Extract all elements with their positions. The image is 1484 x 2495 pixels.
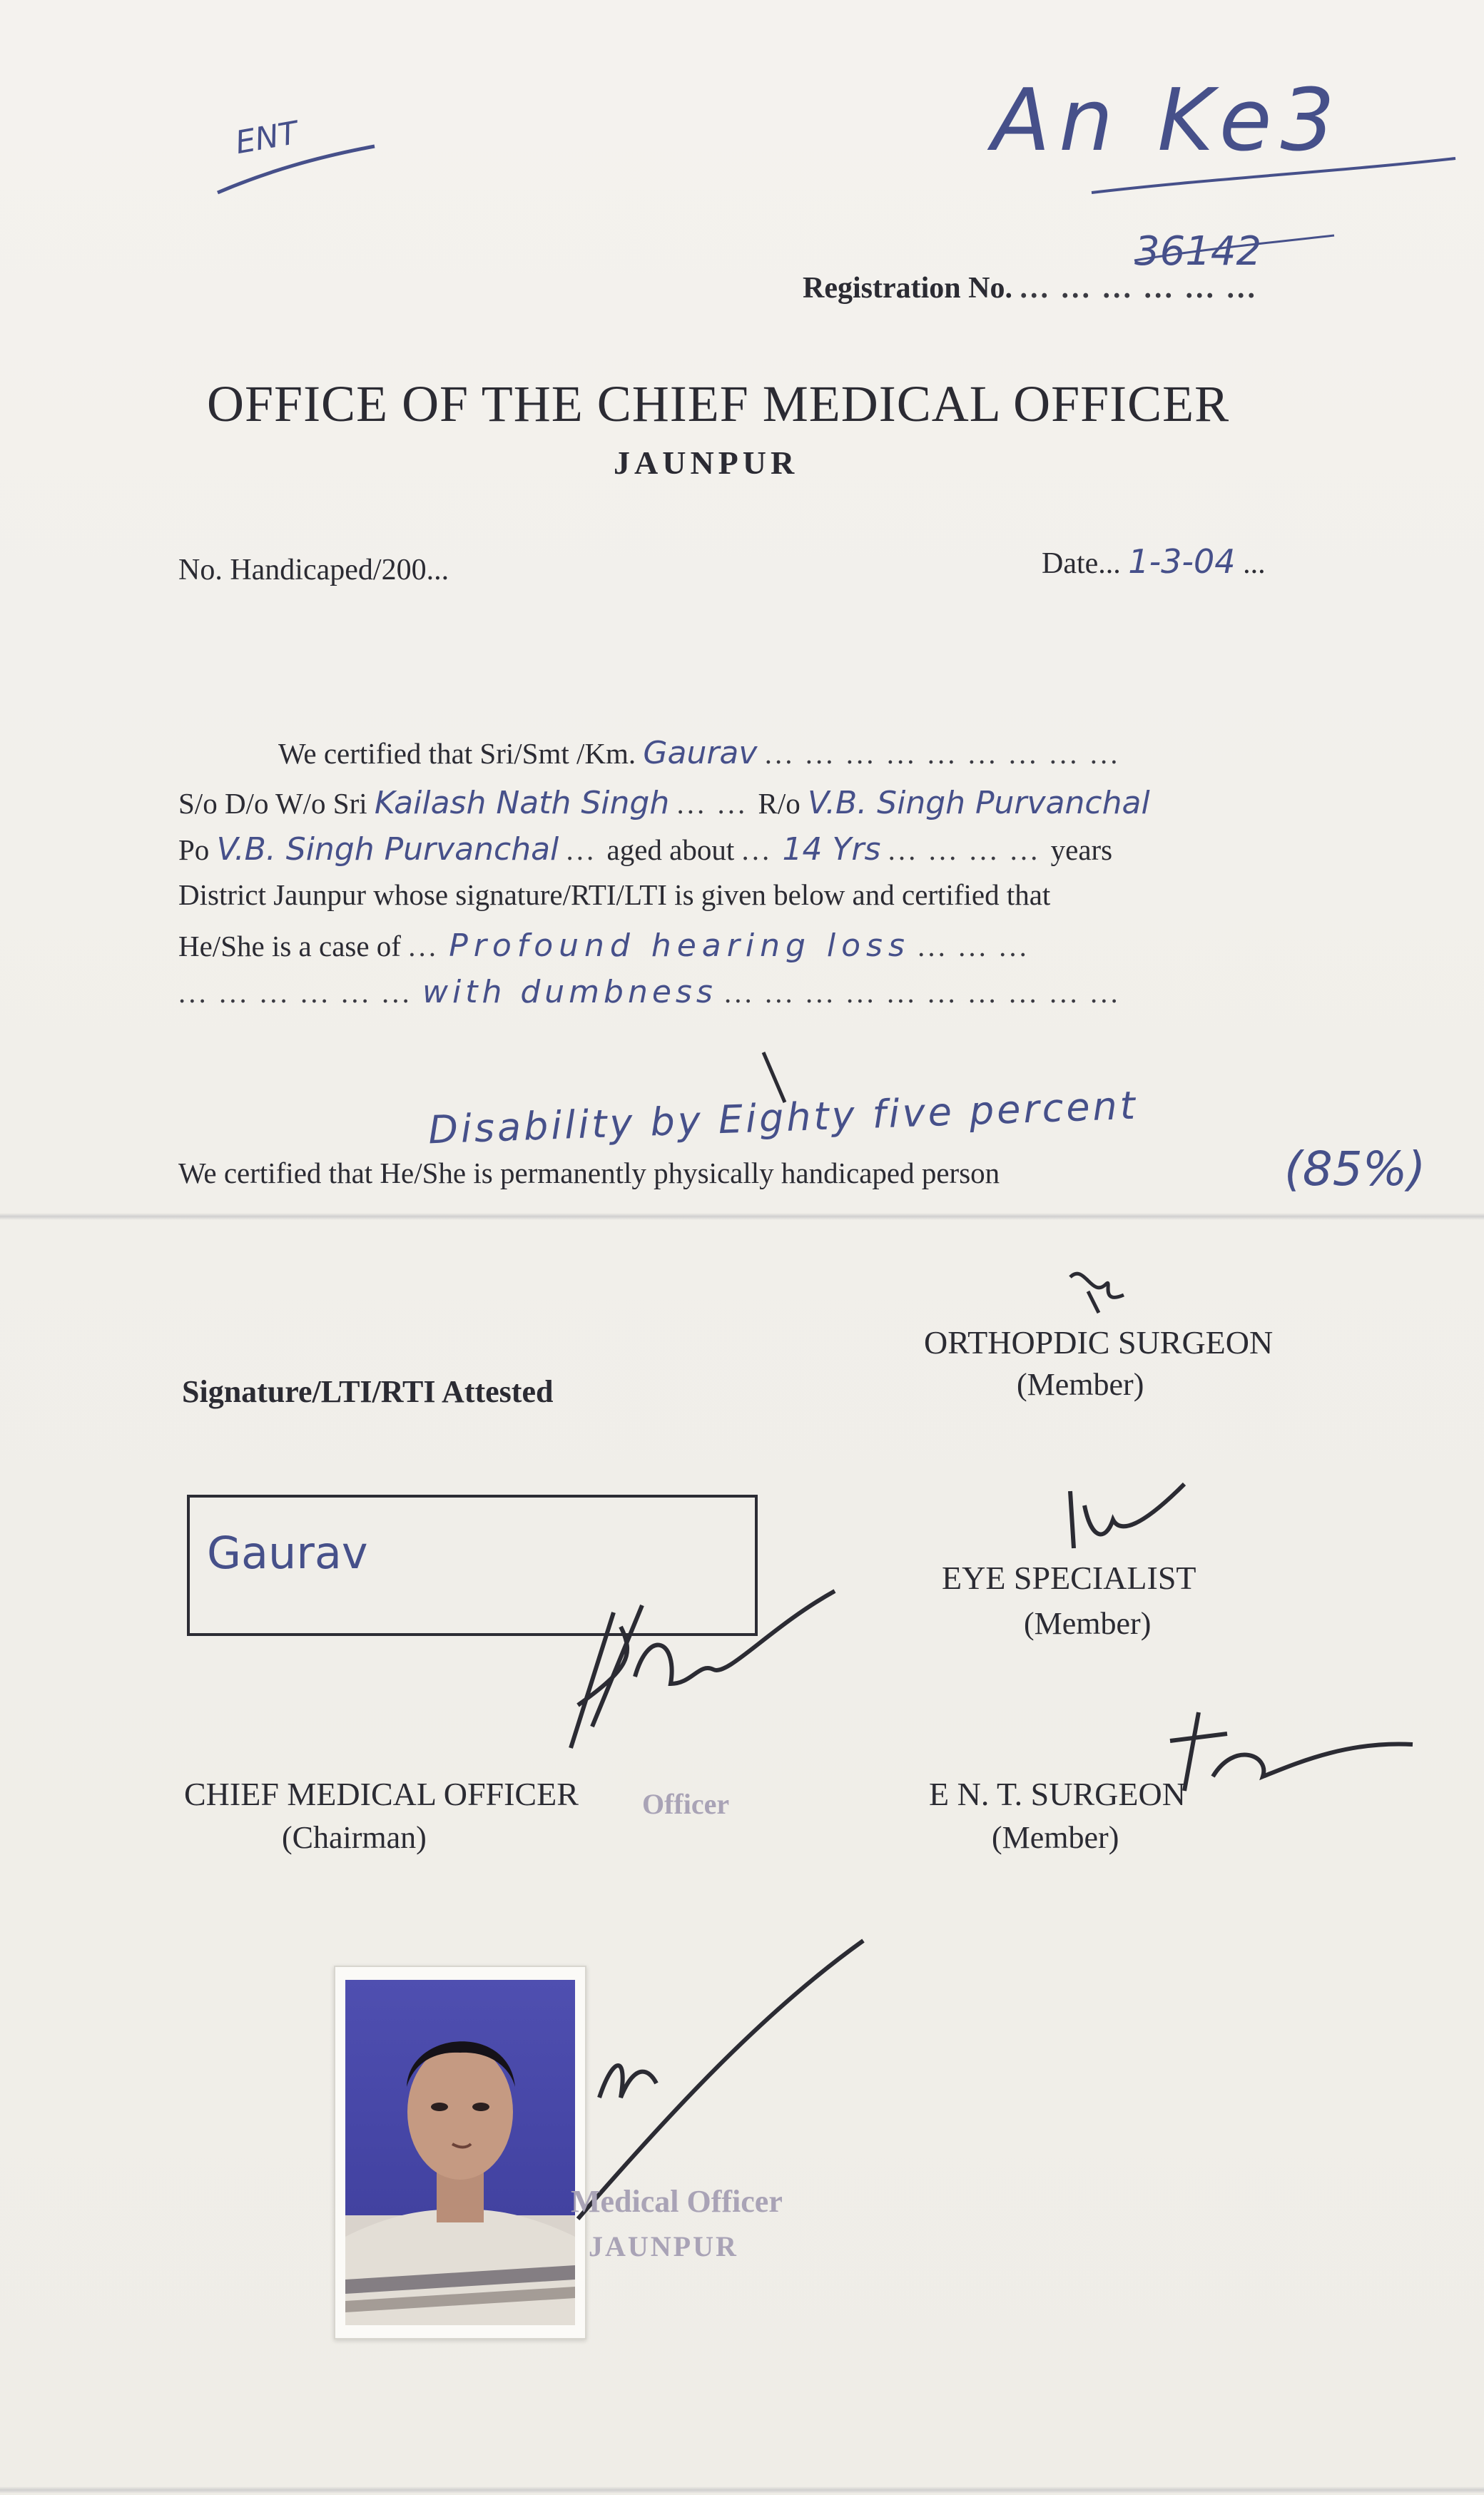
body-line-6: ... ... ... ... ... ... with dumbness ... ... ... ... ... ... ... ... ... ... (178, 974, 1121, 1010)
applicant-photo (334, 1966, 586, 2339)
stamp-lower-line-2: JAUNPUR (589, 2230, 738, 2262)
body-line-4: District Jaunpur whose signature/RTI/LTI is given below and certified that (178, 878, 1051, 911)
body-line-3: Po V.B. Singh Purvanchal ... aged about ... 14 Yrs ... ... ... ... years (178, 831, 1113, 868)
cmo-title: CHIEF MEDICAL OFFICER (184, 1776, 579, 1812)
father-name: Kailash Nath Singh (374, 785, 670, 821)
eye-role: (Member) (1024, 1606, 1152, 1641)
ortho-role: (Member) (1017, 1367, 1144, 1402)
line3-prefix: Po (178, 833, 210, 866)
stamp-lower-line-1: Medical Officer (571, 2184, 783, 2219)
post-office: V.B. Singh Purvanchal (216, 831, 559, 868)
line2-prefix: S/o D/o W/o Sri (178, 787, 367, 820)
office-title: OFFICE OF THE CHIEF MEDICAL OFFICER (207, 375, 1230, 432)
disability-note: Disability by Eighty five percent (427, 1082, 1139, 1153)
cmo-signature (528, 1584, 842, 1762)
registration-underline (1127, 228, 1341, 271)
disability-percentage: (85%) (1284, 1142, 1426, 1196)
ent-signature (1156, 1698, 1427, 1798)
body-line-2: S/o D/o W/o Sri Kailash Nath Singh ... ... R/o V.B. Singh Purvanchal (178, 785, 1150, 821)
body-line-7 (178, 1156, 1000, 1190)
photo-background (345, 1980, 575, 2325)
date-line: Date... 1-3-04 ... (1042, 542, 1266, 581)
age-label: aged about (606, 833, 735, 866)
ortho-title: ORTHOPDIC SURGEON (924, 1324, 1274, 1361)
applicant-portrait (345, 1980, 575, 2325)
photo-attestation-signature (564, 1926, 878, 2226)
condition-line-1: Profound hearing loss (449, 928, 910, 964)
cmo-role: (Chairman) (282, 1820, 427, 1855)
ent-underline (210, 136, 382, 200)
registration-number: 36142 (1134, 228, 1262, 275)
registration-label: Registration No. (803, 272, 1012, 305)
date-label: Date... (1042, 547, 1121, 580)
ent-title: E N. T. SURGEON (929, 1776, 1186, 1812)
date-value: 1-3-04 (1128, 542, 1236, 581)
case-label: He/She is a case of (178, 930, 401, 962)
registration-line: Registration No. ... ... ... ... ... ... (803, 272, 1258, 305)
ortho-signature (1056, 1256, 1142, 1320)
fold-crease (0, 1213, 1484, 1220)
body-line-5: He/She is a case of ... Profound hearing loss ... ... ... (178, 928, 1030, 964)
handicap-number: No. Handicaped/200... (178, 554, 449, 586)
person-name: Gaurav (643, 735, 758, 771)
years-label: years (1050, 833, 1113, 866)
certified-statement: We certified that He/She is permanently physically handicaped person (178, 1157, 1000, 1189)
fold-crease (0, 2486, 1484, 2494)
office-place: JAUNPUR (614, 444, 799, 481)
ent-role: (Member) (992, 1820, 1119, 1855)
patient-signature: Gaurav (207, 1527, 368, 1579)
residence-label: R/o (758, 787, 801, 820)
eye-title: EYE SPECIALIST (942, 1560, 1196, 1596)
line1-prefix: We certified that Sri/Smt /Km. (278, 737, 636, 770)
ent-annotation: ENT (233, 114, 301, 162)
age-value: 14 Yrs (782, 831, 881, 868)
eye-signature (1056, 1477, 1199, 1555)
attested-label: Signature/LTI/RTI Attested (182, 1374, 554, 1409)
residence-value: V.B. Singh Purvanchal (807, 785, 1150, 821)
body-line-1: We certified that Sri/Smt /Km. Gaurav ... ... ... ... ... ... ... ... ... (278, 735, 1121, 771)
stamp-upper: Officer (642, 1788, 730, 1820)
top-right-annotation: An Ke3 (992, 71, 1343, 171)
condition-line-2: with dumbness (422, 974, 717, 1010)
caret-mark (756, 1045, 799, 1109)
top-right-underline (1084, 150, 1470, 207)
